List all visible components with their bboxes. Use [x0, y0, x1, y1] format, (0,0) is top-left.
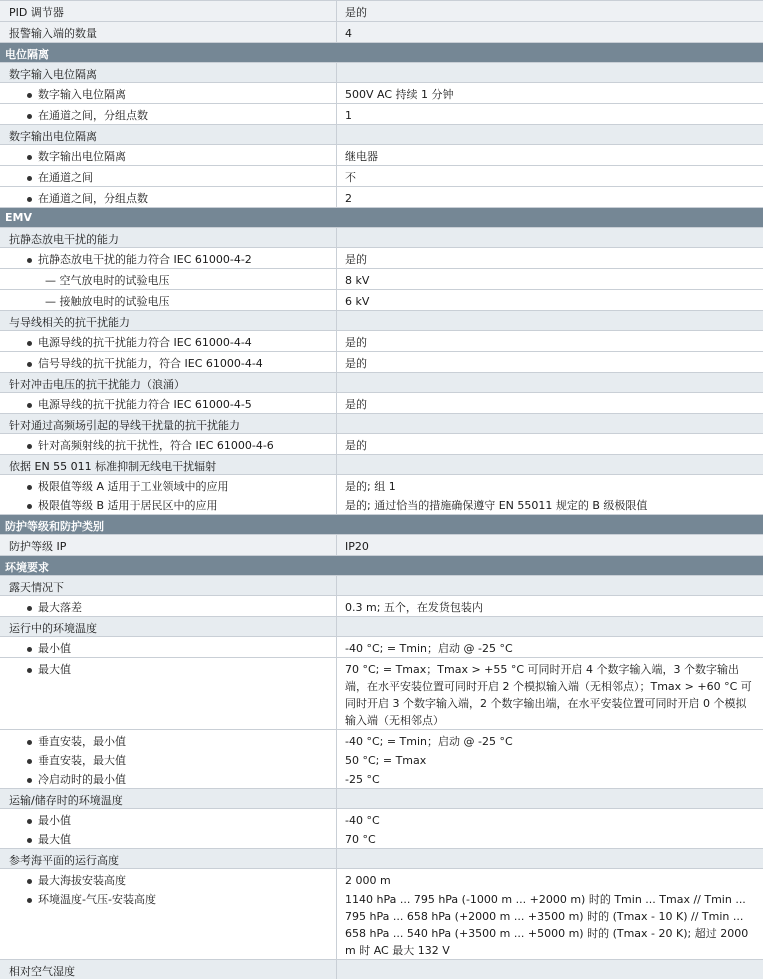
- spec-label-text: PID 调节器: [9, 6, 64, 19]
- bullet-icon: [27, 668, 32, 673]
- spec-label: [0, 373, 336, 392]
- spec-label-text: 参考海平面的运行高度: [9, 854, 119, 867]
- spec-label: [0, 43, 336, 62]
- spec-label-text: 电源导线的抗干扰能力符合 IEC 61000-4-5: [38, 398, 252, 411]
- spec-value: 1140 hPa ... 795 hPa (-1000 m ... +2000 m) 时的 Tmin ... Tmax // Tmin ... 795 hPa ... 658 hPa (+2000 m ... +3500 m) 时的 (Tmax - 10 K) // Tmin ... 658 hPa ... 540 hPa (+3500 m ... +5000 m) 时的 (Tmax - 20 K); 超过 2000 m 时 AC 最大 132 V: [336, 889, 763, 959]
- bullet-icon: [27, 504, 32, 509]
- spec-label: [0, 889, 336, 959]
- spec-label: [0, 145, 336, 165]
- spec-value: [336, 228, 763, 247]
- bullet-icon: [27, 647, 32, 652]
- spec-value: 2: [336, 187, 763, 207]
- spec-row-item: [0, 829, 763, 848]
- spec-label: [0, 248, 336, 268]
- spec-row-item: [0, 636, 763, 657]
- spec-label: [0, 475, 336, 495]
- spec-label: [0, 829, 336, 848]
- spec-label: [0, 83, 336, 103]
- bullet-icon: [27, 759, 32, 764]
- bullet-icon: [27, 197, 32, 202]
- spec-value: 是的: [336, 331, 763, 351]
- spec-label: [0, 730, 336, 750]
- spec-row-item: [0, 808, 763, 829]
- bullet-icon: [27, 362, 32, 367]
- bullet-icon: [27, 838, 32, 843]
- spec-label-text: 露天情况下: [9, 581, 64, 594]
- bullet-icon: [27, 485, 32, 490]
- spec-label: [0, 434, 336, 454]
- bullet-icon: [27, 898, 32, 903]
- spec-row-sub: [0, 310, 763, 330]
- spec-row-top: [0, 21, 763, 42]
- spec-row-dash: [0, 289, 763, 310]
- spec-label-text: 相对空气湿度: [9, 965, 75, 978]
- spec-label: [0, 228, 336, 247]
- spec-label: [0, 269, 336, 289]
- spec-label: [0, 769, 336, 788]
- spec-row-header: [0, 42, 763, 62]
- spec-row-item: [0, 165, 763, 186]
- spec-row-sub: [0, 62, 763, 82]
- spec-row-sub: [0, 848, 763, 868]
- spec-value: -40 °C; = Tmin；启动 @ -25 °C: [336, 637, 763, 657]
- spec-value: [336, 789, 763, 808]
- spec-row-sub: [0, 124, 763, 144]
- spec-label: [0, 187, 336, 207]
- spec-label: [0, 125, 336, 144]
- spec-row-item: [0, 82, 763, 103]
- bullet-icon: [27, 341, 32, 346]
- spec-row-sub: [0, 227, 763, 247]
- spec-row-item: [0, 750, 763, 769]
- spec-label: [0, 352, 336, 372]
- spec-label-text: 最大海拔安装高度: [38, 874, 126, 887]
- spec-label: [0, 556, 336, 575]
- spec-row-item: [0, 657, 763, 729]
- spec-label: [0, 455, 336, 474]
- spec-label-text: 在通道之间，分组点数: [38, 109, 148, 122]
- spec-label-text: 针对冲击电压的抗干扰能力（浪涌）: [9, 378, 185, 391]
- spec-row-item: [0, 392, 763, 413]
- spec-value: [336, 960, 763, 979]
- spec-label-text: 防护等级 IP: [9, 540, 67, 553]
- spec-label-text: 信号导线的抗干扰能力，符合 IEC 61000-4-4: [38, 357, 263, 370]
- spec-value: 不: [336, 166, 763, 186]
- spec-row-item: [0, 433, 763, 454]
- spec-label: [0, 63, 336, 82]
- spec-label-text: — 空气放电时的试验电压: [45, 274, 170, 287]
- spec-value: 继电器: [336, 145, 763, 165]
- spec-label-text: 最大值: [38, 663, 71, 676]
- bullet-icon: [27, 740, 32, 745]
- spec-label-text: 抗静态放电干扰的能力符合 IEC 61000-4-2: [38, 253, 252, 266]
- spec-value: 是的; 组 1: [336, 475, 763, 495]
- spec-label: [0, 290, 336, 310]
- spec-row-dash: [0, 268, 763, 289]
- spec-label-text: 与导线相关的抗干扰能力: [9, 316, 130, 329]
- spec-row-item: [0, 186, 763, 207]
- spec-label-text: 电位隔离: [5, 48, 49, 61]
- spec-value: [336, 373, 763, 392]
- spec-row-item: [0, 729, 763, 750]
- bullet-icon: [27, 114, 32, 119]
- spec-value: 是的: [336, 434, 763, 454]
- bullet-icon: [27, 606, 32, 611]
- spec-value: 70 °C: [336, 829, 763, 848]
- spec-label: [0, 22, 336, 42]
- spec-row-top: [0, 534, 763, 555]
- spec-row-header: [0, 555, 763, 575]
- spec-row-sub: [0, 616, 763, 636]
- bullet-icon: [27, 93, 32, 98]
- spec-label: [0, 331, 336, 351]
- spec-label: [0, 166, 336, 186]
- spec-row-header: [0, 207, 763, 227]
- spec-value: 50 °C; = Tmax: [336, 750, 763, 769]
- spec-label-text: 在通道之间，分组点数: [38, 192, 148, 205]
- spec-value: 是的; 通过恰当的措施确保遵守 EN 55011 规定的 B 级极限值: [336, 495, 763, 514]
- spec-value: [336, 455, 763, 474]
- spec-row-item: [0, 868, 763, 889]
- bullet-icon: [27, 155, 32, 160]
- spec-row-item: [0, 330, 763, 351]
- spec-value: -40 °C: [336, 809, 763, 829]
- spec-label-text: 依据 EN 55 011 标准抑制无线电干扰辐射: [9, 460, 217, 473]
- spec-label-text: 数字输出电位隔离: [38, 150, 126, 163]
- bullet-icon: [27, 258, 32, 263]
- spec-label-text: 运行中的环境温度: [9, 622, 97, 635]
- spec-row-sub: [0, 575, 763, 595]
- spec-value: [336, 63, 763, 82]
- bullet-icon: [27, 819, 32, 824]
- spec-value: [336, 849, 763, 868]
- spec-label: [0, 869, 336, 889]
- spec-row-sub: [0, 788, 763, 808]
- spec-row-header: [0, 514, 763, 534]
- spec-label-text: 极限值等级 B 适用于居民区中的应用: [38, 499, 218, 512]
- bullet-icon: [27, 403, 32, 408]
- spec-label-text: 冷启动时的最小值: [38, 773, 126, 786]
- spec-value: 6 kV: [336, 290, 763, 310]
- spec-label: [0, 393, 336, 413]
- spec-row-item: [0, 247, 763, 268]
- spec-label-text: 在通道之间: [38, 171, 93, 184]
- spec-value: 是的: [336, 248, 763, 268]
- spec-value: 2 000 m: [336, 869, 763, 889]
- spec-label-text: 最小值: [38, 642, 71, 655]
- spec-row-item: [0, 889, 763, 959]
- spec-label: [0, 535, 336, 555]
- spec-label-text: 最大落差: [38, 601, 82, 614]
- spec-label: [0, 208, 336, 227]
- spec-row-sub: [0, 959, 763, 979]
- spec-label-text: 数字输出电位隔离: [9, 130, 97, 143]
- spec-row-item: [0, 595, 763, 616]
- spec-label-text: EMV: [5, 211, 32, 224]
- spec-row-sub: [0, 372, 763, 392]
- spec-label: [0, 960, 336, 979]
- spec-value: 0.3 m; 五个，在发货包装内: [336, 596, 763, 616]
- spec-label: [0, 637, 336, 657]
- spec-value: 70 °C; = Tmax；Tmax > +55 °C 可同时开启 4 个数字输入端，3 个数字输出端，在水平安装位置可同时开启 2 个模拟输入端（无相邻点）；Tmax > +60 °C 可同时开启 3 个数字输入端，2 个数字输出端，在水平安装位置可同时开启 0 个模拟输入端（无相邻点）: [336, 658, 763, 729]
- spec-row-item: [0, 144, 763, 165]
- spec-row-item: [0, 103, 763, 124]
- spec-label-text: 极限值等级 A 适用于工业领域中的应用: [38, 480, 229, 493]
- bullet-icon: [27, 444, 32, 449]
- bullet-icon: [27, 176, 32, 181]
- spec-label: [0, 104, 336, 124]
- spec-value: IP20: [336, 535, 763, 555]
- spec-value: 1: [336, 104, 763, 124]
- spec-label-text: 针对高频射线的抗干扰性，符合 IEC 61000-4-6: [38, 439, 274, 452]
- spec-value: [336, 617, 763, 636]
- spec-value: [336, 414, 763, 433]
- spec-label-text: 最小值: [38, 814, 71, 827]
- spec-label-text: 报警输入端的数量: [9, 27, 97, 40]
- spec-value: 是的: [336, 1, 763, 21]
- spec-label-text: 最大值: [38, 833, 71, 846]
- spec-row-item: [0, 351, 763, 372]
- spec-label: [0, 658, 336, 729]
- spec-label-text: 抗静态放电干扰的能力: [9, 233, 119, 246]
- spec-label: [0, 789, 336, 808]
- spec-label-text: 防护等级和防护类别: [5, 520, 104, 533]
- spec-value: [336, 125, 763, 144]
- spec-value: 4: [336, 22, 763, 42]
- spec-label: [0, 617, 336, 636]
- spec-row-item: [0, 495, 763, 514]
- spec-label: [0, 849, 336, 868]
- spec-value: [336, 576, 763, 595]
- spec-label: [0, 495, 336, 514]
- spec-label-text: 环境温度-气压-安装高度: [38, 893, 156, 906]
- spec-row-top: [0, 0, 763, 21]
- spec-value: [336, 311, 763, 330]
- spec-label: [0, 576, 336, 595]
- spec-value: 500V AC 持续 1 分钟: [336, 83, 763, 103]
- spec-label-text: 电源导线的抗干扰能力符合 IEC 61000-4-4: [38, 336, 252, 349]
- spec-label-text: — 接触放电时的试验电压: [45, 295, 170, 308]
- spec-label: [0, 1, 336, 21]
- spec-label: [0, 809, 336, 829]
- spec-label: [0, 596, 336, 616]
- spec-row-item: [0, 769, 763, 788]
- spec-value: 8 kV: [336, 269, 763, 289]
- spec-value: -40 °C; = Tmin；启动 @ -25 °C: [336, 730, 763, 750]
- spec-label: [0, 414, 336, 433]
- spec-label-text: 运输/储存时的环境温度: [9, 794, 123, 807]
- spec-row-sub: [0, 454, 763, 474]
- spec-value: -25 °C: [336, 769, 763, 788]
- spec-label-text: 垂直安装，最大值: [38, 754, 126, 767]
- spec-label-text: 数字输入电位隔离: [38, 88, 126, 101]
- spec-label: [0, 750, 336, 769]
- spec-label-text: 针对通过高频场引起的导线干扰量的抗干扰能力: [9, 419, 240, 432]
- spec-label-text: 数字输入电位隔离: [9, 68, 97, 81]
- spec-row-sub: [0, 413, 763, 433]
- spec-label: [0, 515, 336, 534]
- spec-row-item: [0, 474, 763, 495]
- spec-label: [0, 311, 336, 330]
- spec-label-text: 环境要求: [5, 561, 49, 574]
- spec-value: 是的: [336, 393, 763, 413]
- spec-label-text: 垂直安装，最小值: [38, 735, 126, 748]
- bullet-icon: [27, 879, 32, 884]
- spec-value: 是的: [336, 352, 763, 372]
- bullet-icon: [27, 778, 32, 783]
